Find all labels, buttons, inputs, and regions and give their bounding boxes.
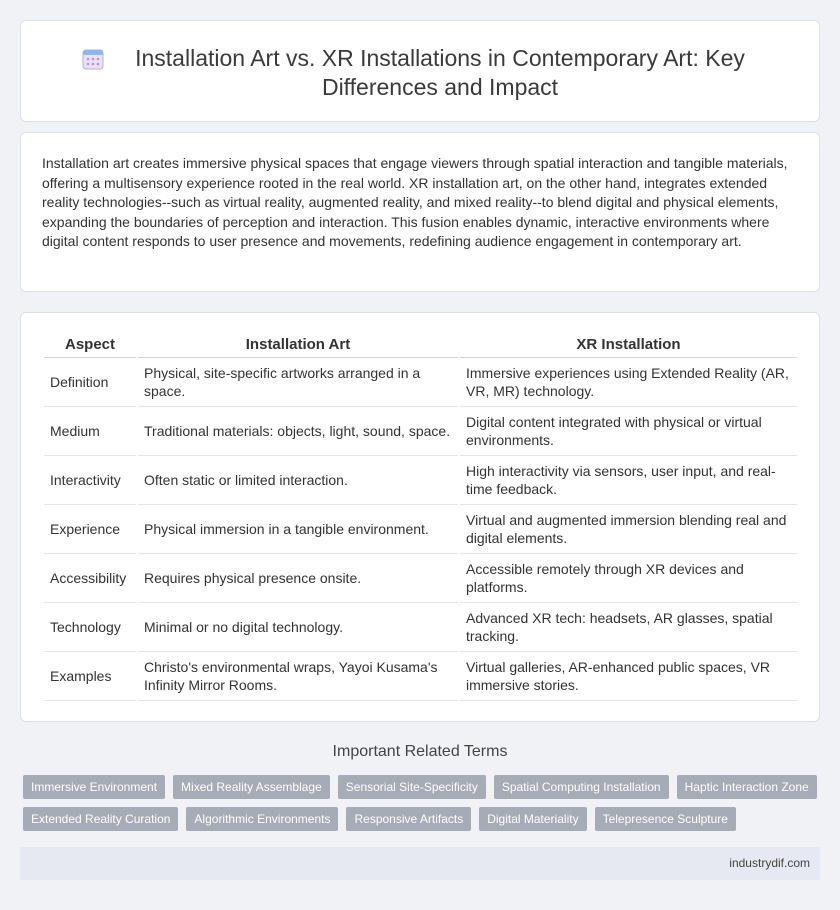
row-xr-installation: Immersive experiences using Extended Reality (AR, VR, MR) technology. [460,358,797,407]
row-installation-art: Minimal or no digital technology. [138,603,458,652]
table-header-row [44,331,797,358]
row-installation-art: Traditional materials: objects, light, sound, space. [138,407,458,456]
term-tag[interactable]: Telepresence Sculpture [595,807,736,831]
title-card [20,20,820,122]
term-tag[interactable]: Spatial Computing Installation [494,775,669,799]
related-terms [23,775,823,839]
table-row [44,358,797,407]
row-xr-installation: Accessible remotely through XR devices and platforms. [460,554,797,603]
row-xr-installation: Digital content integrated with physical or virtual environments. [460,407,797,456]
table-row [44,407,797,456]
row-aspect: Experience [44,505,136,554]
table-row [44,554,797,603]
term-tag[interactable]: Haptic Interaction Zone [677,775,817,799]
term-tag[interactable]: Digital Materiality [479,807,586,831]
header-installation-art: Installation Art [138,331,458,358]
term-tag[interactable]: Algorithmic Environments [186,807,338,831]
table-row [44,652,797,701]
table-row [44,456,797,505]
term-row [23,807,823,831]
footer-site[interactable]: industrydif.com [729,856,810,870]
row-installation-art: Physical, site-specific artworks arranged in a space. [138,358,458,407]
page-title: Installation Art vs. XR Installations in Contemporary Art: Key Differences and Impact [135,45,745,100]
term-tag[interactable]: Extended Reality Curation [23,807,178,831]
row-xr-installation: Virtual and augmented immersion blending real and digital elements. [460,505,797,554]
row-xr-installation: Advanced XR tech: headsets, AR glasses, spatial tracking. [460,603,797,652]
row-aspect: Interactivity [44,456,136,505]
intro-paragraph: Installation art creates immersive physical spaces that engage viewers through spatial interaction and tangible materials, offering a multisensory experience rooted in the real world. XR installation art, on the other hand, integrates extended reality technologies--such as virtual reality, augmented reality, and mixed reality--to blend digital and physical elements, expanding the boundaries of perception and interaction. This fusion enables dynamic, interactive environments where digital content responds to user presence and movements, redefining audience engagement in contemporary art. [42,155,788,249]
term-tag[interactable]: Mixed Reality Assemblage [173,775,330,799]
intro-card [20,132,820,292]
term-tag[interactable]: Immersive Environment [23,775,165,799]
row-installation-art: Often static or limited interaction. [138,456,458,505]
table-row [44,505,797,554]
footer [20,847,820,880]
row-aspect: Examples [44,652,136,701]
row-installation-art: Requires physical presence onsite. [138,554,458,603]
comparison-card [20,312,820,722]
term-tag[interactable]: Sensorial Site-Specificity [338,775,486,799]
row-aspect: Technology [44,603,136,652]
row-installation-art: Christo's environmental wraps, Yayoi Kusama's Infinity Mirror Rooms. [138,652,458,701]
term-tag[interactable]: Responsive Artifacts [346,807,471,831]
row-aspect: Accessibility [44,554,136,603]
row-xr-installation: Virtual galleries, AR-enhanced public spaces, VR immersive stories. [460,652,797,701]
table-row [44,603,797,652]
related-terms-title: Important Related Terms [332,743,508,760]
row-aspect: Medium [44,407,136,456]
row-aspect: Definition [44,358,136,407]
header-xr-installation: XR Installation [460,331,797,358]
header-aspect: Aspect [44,331,136,358]
term-row [23,775,823,799]
comparison-table [42,331,799,701]
row-installation-art: Physical immersion in a tangible environment. [138,505,458,554]
row-xr-installation: High interactivity via sensors, user input, and real-time feedback. [460,456,797,505]
